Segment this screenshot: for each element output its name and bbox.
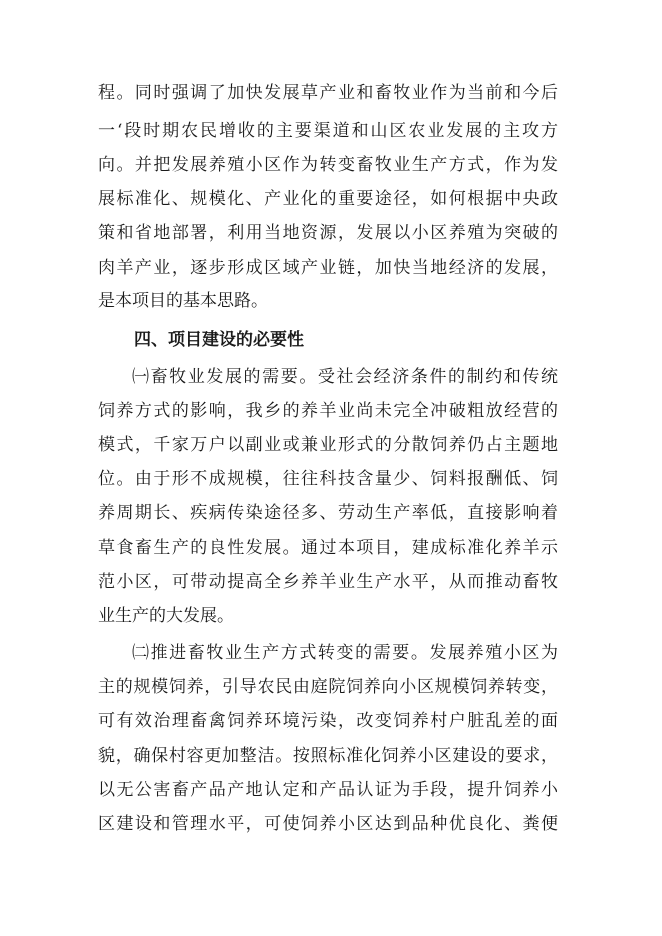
text-line: 草食畜生产的良性发展。通过本项目，建成标准化养羊示 [98,538,558,558]
text-line: 貌，确保村容更加整洁。按照标准化饲养小区建设的要求， [98,746,558,766]
section-heading: 四、项目建设的必要性 [134,330,304,350]
text-line: 模式，千家万户以副业或兼业形式的分散饲养仍占主题地 [98,435,558,455]
text-line: ㈠畜牧业发展的需要。受社会经济条件的制约和传统 [132,367,558,387]
text-line: 饲养方式的影响，我乡的养羊业尚未完全冲破粗放经营的 [98,401,558,421]
text-line: ㈡推进畜牧业生产方式转变的需要。发展养殖小区为 [132,643,558,663]
text-line: 向。并把发展养殖小区作为转变畜牧业生产方式，作为发 [98,155,558,175]
text-line: 展标准化、规模化、产业化的重要途径，如何根据中央政 [98,189,558,209]
text-line: 可有效治理畜禽饲养环境污染，改变饲养村户脏乱差的面 [98,711,558,731]
text-line: 范小区，可带动提高全乡养羊业生产水平，从而推动畜牧 [98,572,558,592]
text-line: 程。同时强调了加快发展草产业和畜牧业作为当前和今后 [98,83,558,103]
text-line: 以无公害畜产品产地认定和产品认证为手段，提升饲养小 [98,780,558,800]
text-line: 位。由于形不成规模，往往科技含量少、饲料报酬低、饲 [98,469,558,489]
text-line: 策和省地部署，利用当地资源，发展以小区养殖为突破的 [98,223,558,243]
text-line: 养周期长、疾病传染途径多、劳动生产率低，直接影响着 [98,503,558,523]
text-line: 是本项目的基本思路。 [98,291,268,311]
text-line: 业生产的大发展。 [98,606,234,626]
text-line: 区建设和管理水平，可使饲养小区达到品种优良化、粪便 [98,814,558,834]
text-line: 主的规模饲养，引导农民由庭院饲养向小区规模饲养转变， [98,677,558,697]
text-line: 肉羊产业，逐步形成区域产业链，加快当地经济的发展， [98,258,558,278]
text-line: 一‘段时期农民增收的主要渠道和山区农业发展的主攻方 [98,121,558,141]
